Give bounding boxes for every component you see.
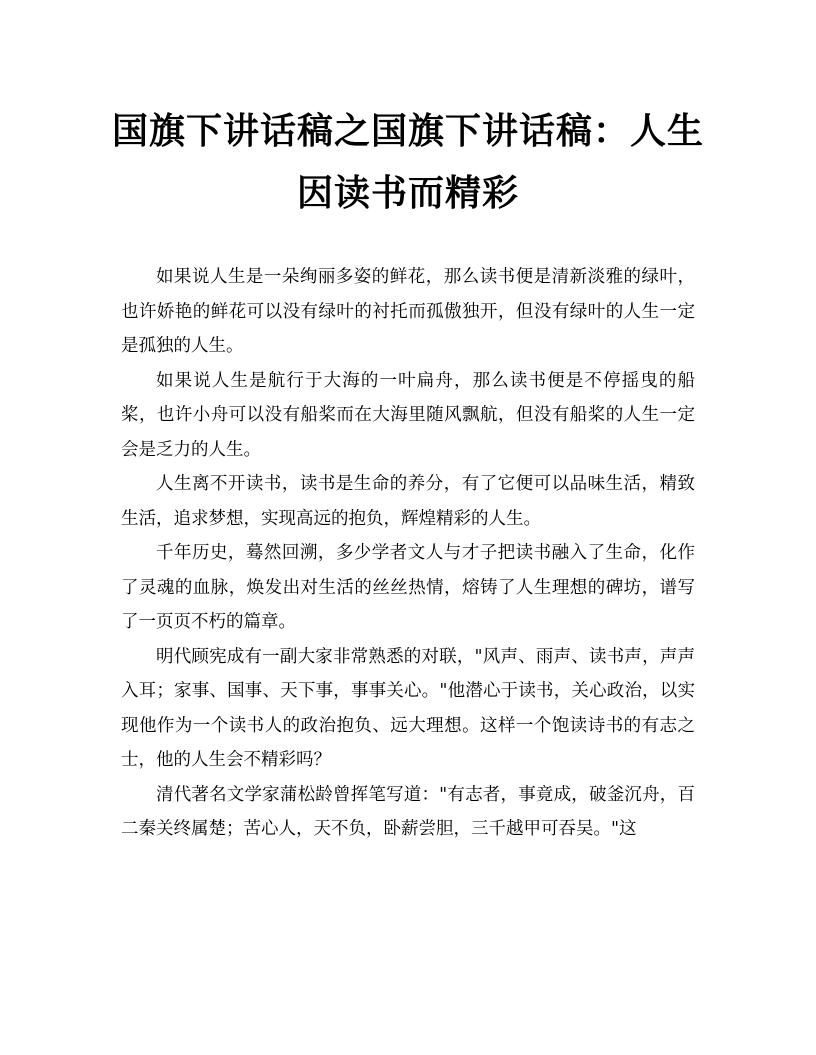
paragraph-1: 如果说人生是一朵绚丽多姿的鲜花，那么读书便是清新淡雅的绿叶，也许娇艳的鲜花可以没有绿叶的衬托而孤傲独开，但没有绿叶的人生一定是孤独的人生。 [121,267,695,356]
paragraph-4: 千年历史，蓦然回溯，多少学者文人与才子把读书融入了生命，化作了灵魂的血脉，焕发出对生活的丝丝热情，熔铸了人生理想的碑坊，谱写了一页页不朽的篇章。 [121,543,695,632]
paragraph-5: 明代顾宪成有一副大家非常熟悉的对联，"风声、雨声、读书声，声声入耳；家事、国事、天下事，事事关心。"他潜心于读书，关心政治，以实现他作为一个读书人的政治抱负、远大理想。这样一个饱读诗书的有志之士，他的人生会不精彩吗？ [121,646,695,770]
document-title: 国旗下讲话稿之国旗下讲话稿：人生因读书而精彩 [111,110,704,214]
paragraph-3: 人生离不开读书，读书是生命的养分，有了它便可以品味生活，精致生活，追求梦想，实现高远的抱负，辉煌精彩的人生。 [121,474,695,529]
paragraph-6: 清代著名文学家蒲松龄曾挥笔写道："有志者，事竟成，破釜沉舟，百二秦关终属楚；苦心人，天不负，卧薪尝胆，三千越甲可吞吴。"这 [121,784,695,839]
document-body [121,260,695,847]
paragraph-2: 如果说人生是航行于大海的一叶扁舟，那么读书便是不停摇曳的船桨，也许小舟可以没有船桨而在大海里随风飘航，但没有船桨的人生一定会是乏力的人生。 [121,370,695,460]
